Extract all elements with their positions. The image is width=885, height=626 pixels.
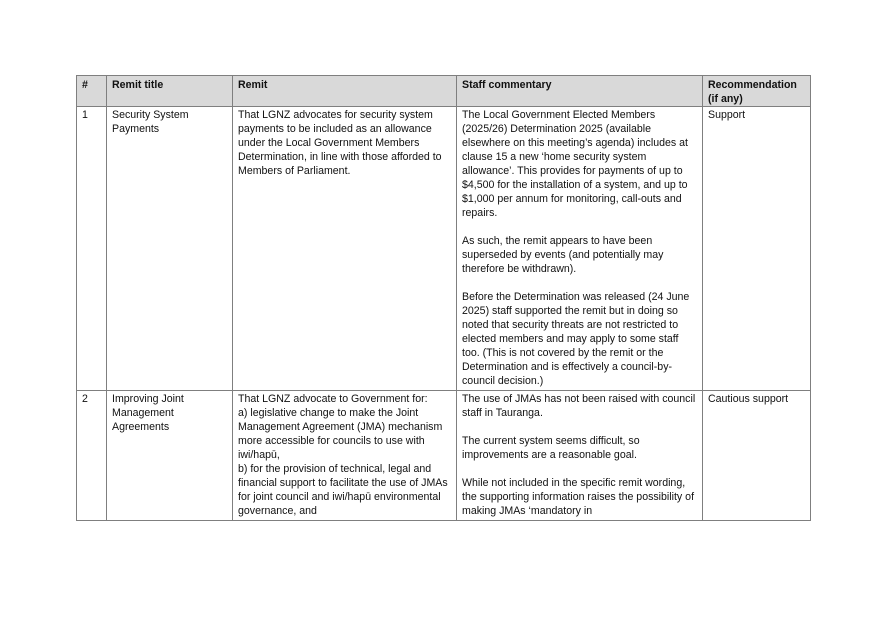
row-recommendation: Cautious support: [703, 391, 811, 521]
row-staff-commentary: [457, 107, 703, 391]
header-staff-commentary: Staff commentary: [457, 76, 703, 107]
row-remit-text: [233, 391, 457, 521]
remits-table: [76, 75, 811, 521]
table-row: [77, 107, 811, 391]
row-remit-text: [233, 107, 457, 391]
remit-line: a) legislative change to make the Joint Management Agreement (JMA) mechanism more accessible for councils to use with iwi/hapū,: [238, 407, 443, 461]
remit-line: That LGNZ advocates for security system payments to be included as an allowance under the Local Government Members Determination, in line with those afforded to Members of Parliament.: [238, 109, 442, 177]
commentary-paragraph: The use of JMAs has not been raised with council staff in Tauranga.: [462, 393, 696, 419]
row-remit-title: Improving Joint Management Agreements: [107, 391, 233, 521]
header-remit-title: Remit title: [107, 76, 233, 107]
remit-line: b) for the provision of technical, legal and financial support to facilitate the use of JMAs for joint council and iwi/hapū environmental governance, and: [238, 463, 448, 517]
row-number: 2: [77, 391, 107, 521]
header-recommendation: Recommendation (if any): [703, 76, 811, 107]
header-remit: Remit: [233, 76, 457, 107]
commentary-paragraph: While not included in the specific remit wording, the supporting information raises the possibility of making JMAs ‘mandatory in: [462, 477, 695, 517]
table-header-row: [77, 76, 811, 107]
row-recommendation: Support: [703, 107, 811, 391]
commentary-paragraph: Before the Determination was released (24 June 2025) staff supported the remit but in doing so noted that security threats are not restricted to elected members and may apply to some staff too. (This is not covered by the remit or the Determination and is effectively a council-by-council decision.): [462, 291, 690, 387]
table-row: [77, 391, 811, 521]
row-number: 1: [77, 107, 107, 391]
remit-line: That LGNZ advocate to Government for:: [238, 393, 428, 405]
commentary-paragraph: The current system seems difficult, so improvements are a reasonable goal.: [462, 435, 640, 461]
header-number: #: [77, 76, 107, 107]
commentary-paragraph: The Local Government Elected Members (2025/26) Determination 2025 (available elsewhere on this meeting’s agenda) includes at clause 15 a new ‘home security system allowance’. This provides for payments of up to $4,500 for the installation of a system, and up to $1,000 per annum for monitoring, call-outs and repairs.: [462, 109, 688, 219]
row-remit-title: Security System Payments: [107, 107, 233, 391]
row-staff-commentary: [457, 391, 703, 521]
commentary-paragraph: As such, the remit appears to have been superseded by events (and potentially may therefore be withdrawn).: [462, 235, 664, 275]
